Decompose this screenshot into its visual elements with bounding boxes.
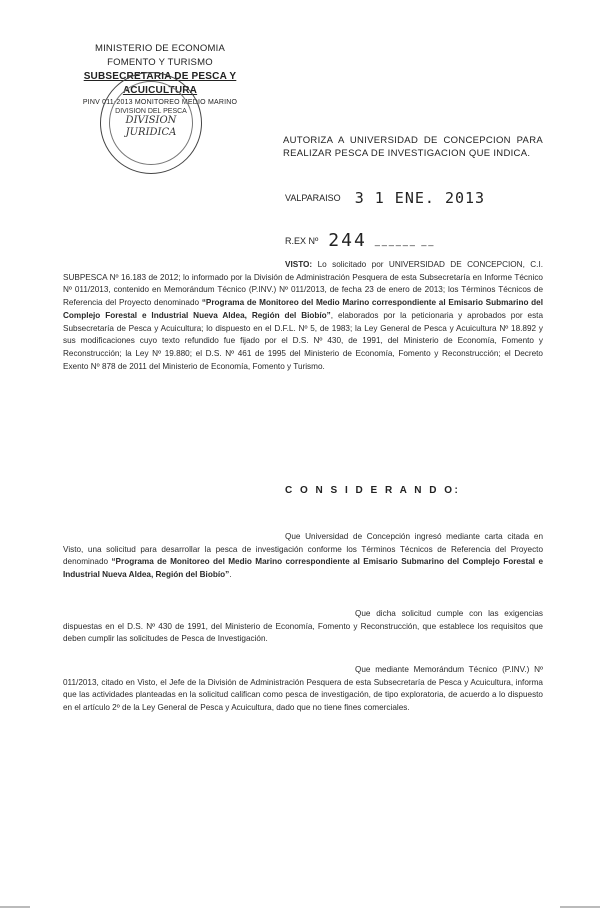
visto-paragraph (63, 259, 543, 373)
resolution-subject: AUTORIZA A UNIVERSIDAD DE CONCEPCION PARA REALIZAR PESCA DE INVESTIGACION QUE INDICA. (283, 135, 543, 159)
stamp-line-1: DIVISION DEL PESCA (115, 107, 187, 115)
subsecretaria-line: SUBSECRETARIA DE PESCA Y ACUICULTURA (83, 71, 237, 96)
considerando-paragraph-2: Que dicha solicitud cumple con las exigencias dispuestas en el D.S. Nº 430 de 1991, del Ministerio de Economía, Fomento y Reconstrucción, que establece los requisitos que deben cumplir las solicitudes de Pesca de Investigación. (63, 609, 543, 644)
visto-project-name: “Programa de Monitoreo del Medio Marino correspondiente al Emisario Submarino del Complejo Forestal e Industrial Nueva Aldea, Región del Biobío” (63, 298, 543, 320)
p1-text-2: . (229, 570, 232, 580)
reference-code: PINV 011-2013 MONITOREO MEDIO MARINO (82, 99, 238, 106)
stamp-line-2: DIVISION (125, 114, 177, 126)
visto-label: VISTO: (285, 260, 313, 269)
visto-text-2: , elaborados por la peticionaria y aprobados por esta Subsecretaría de Pesca y Acuicultura; lo dispuesto en el D.F.L. Nº 5, de 1983; la Ley General de Pesca y Acuicultura Nº 18.892 y sus modificaciones cuyo texto refundido fue fijado por el D.S. Nº 430, de 1991, del Ministerio de Economía, Fomento y Reconstrucción; la Ley Nº 19.880; el D.S. Nº 461 de 1995 del Ministerio de Economía, Fomento y Reconstrucción; el Decreto Exento Nº 878 de 2011 del Ministerio de Economía, Fomento y Turismo. (63, 310, 543, 371)
resolution-dashes: ______ __ (374, 236, 436, 246)
scan-edge-mark-right (560, 906, 600, 908)
p1-project-name: “Programa de Monitoreo del Medio Marino correspondiente al Emisario Submarino del Complejo Forestal e Industrial Nueva Aldea, Región del Biobío” (63, 557, 543, 580)
resolution-number: 244 (328, 230, 367, 251)
considerando-paragraph-1 (63, 531, 543, 582)
visto-text-1: Lo solicitado por UNIVERSIDAD DE CONCEPCION, C.I. SUBPESCA Nº 16.183 de 2012; lo informado por la División de Administración Pesquera de esta Subsecretaría en Informe Técnico Nº 011/2013, contenido en Memorándum Técnico (P.INV.) Nº 011/2013, de fecha 23 de enero de 2013; los Términos Técnicos de Referencia del Proyecto denominado (63, 260, 543, 308)
stamp-line-3: JURIDICA (125, 126, 177, 138)
resolution-label: R.EX Nº (285, 236, 319, 246)
p1-text-1: Que Universidad de Concepción ingresó mediante carta citada en Visto, una solicitud para desarrollar la pesca de investigación conforme los Términos Técnicos de Referencia del Proyecto denominado (63, 532, 543, 567)
stamp-ring (109, 81, 193, 165)
date-stamp-value: 3 1 ENE. 2013 (354, 189, 486, 207)
date-line (285, 189, 485, 207)
considerando-paragraph-3: Que mediante Memorándum Técnico (P.INV.) Nº 011/2013, citado en Visto, el Jefe de la División de Administración Pesquera de esta Subsecretaría de Pesca y Acuicultura, informa que las actividades planteadas en la solicitud califican como pesca de investigación, de tipo exploratoria, de acuerdo a lo dispuesto en el artículo 2º de la Ley General de Pesca y Acuicultura, dado que no tiene fines comerciales. (63, 665, 543, 713)
juridica-stamp (100, 72, 202, 174)
ministry-line: MINISTERIO DE ECONOMIA (94, 43, 226, 54)
considerando-heading: C O N S I D E R A N D O: (285, 485, 461, 496)
date-place: VALPARAISO (285, 193, 341, 203)
scan-edge-mark-left (0, 906, 30, 908)
ministry-subline: FOMENTO Y TURISMO (107, 57, 213, 68)
resolution-number-line (285, 230, 435, 251)
